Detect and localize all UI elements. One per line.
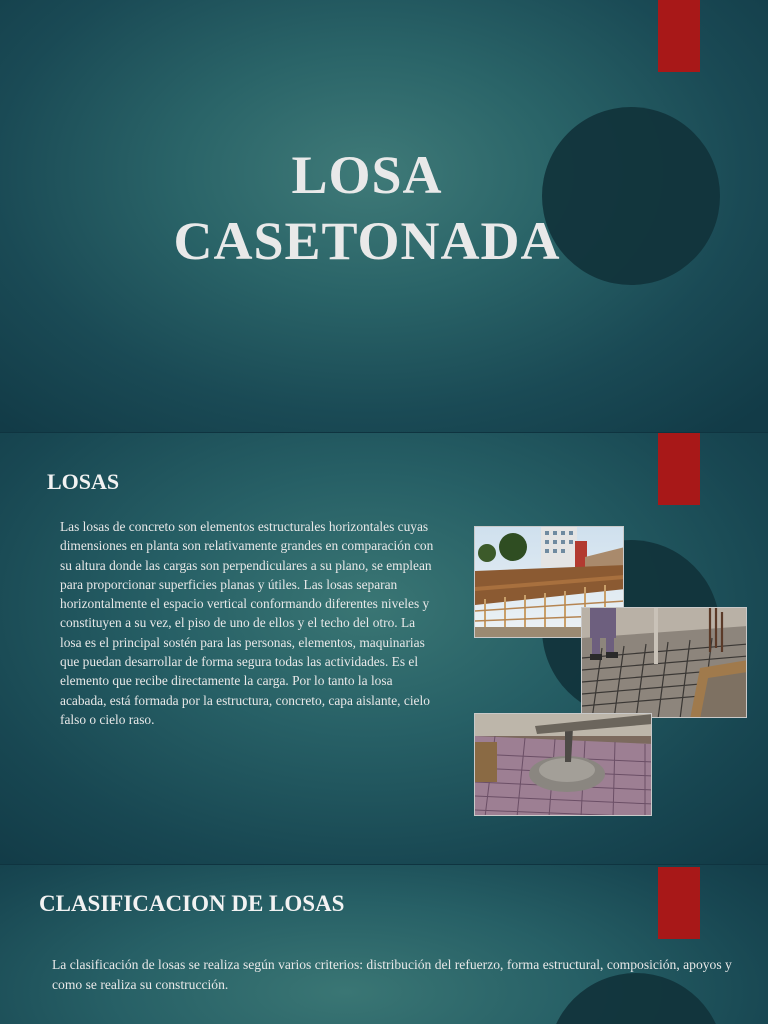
- section-heading: CLASIFICACION DE LOSAS: [39, 891, 345, 916]
- slide-title: [0, 142, 734, 274]
- section-heading: LOSAS: [47, 469, 120, 494]
- rebar-worker-photo: [581, 607, 747, 718]
- concrete-pour-image: [475, 714, 652, 816]
- section-paragraph: La clasificación de losas se realiza según varios criterios: distribución del refuerzo, forma estructural, composición, apoyos y como se realiza su construcción.: [52, 957, 732, 992]
- clasificacion-slide: [0, 864, 768, 1024]
- rebar-worker-image: [582, 608, 747, 718]
- title-line-2: CASETONADA: [173, 211, 561, 271]
- title-slide: [0, 0, 768, 432]
- accent-bar: [658, 433, 700, 505]
- title-line-1: LOSA: [291, 145, 443, 205]
- accent-bar: [658, 867, 700, 939]
- losas-slide: [0, 432, 768, 864]
- section-paragraph: Las losas de concreto son elementos estructurales horizontales cuyas dimensiones en planta son relativamente grandes en comparación con su altura donde las cargas son perpendiculares a su plano, se emplean para proporcionar superficies planas y útiles. Las losas separan horizontalmente el espacio vertical conformando diferentes niveles y constituyen a su vez, el piso de uno de ellos y el techo del otro. La losa es el principal sostén para las personas, elementos, maquinarias que puedan desarrollar de forma segura todas las actividades. Es el elemento que recibe directamente la carga. Por lo tanto la losa acabada, está formada por la estructura, concreto, capa aislante, cielo falso o cielo raso.: [60, 519, 434, 727]
- accent-bar: [658, 0, 700, 72]
- concrete-pour-photo: [474, 713, 652, 816]
